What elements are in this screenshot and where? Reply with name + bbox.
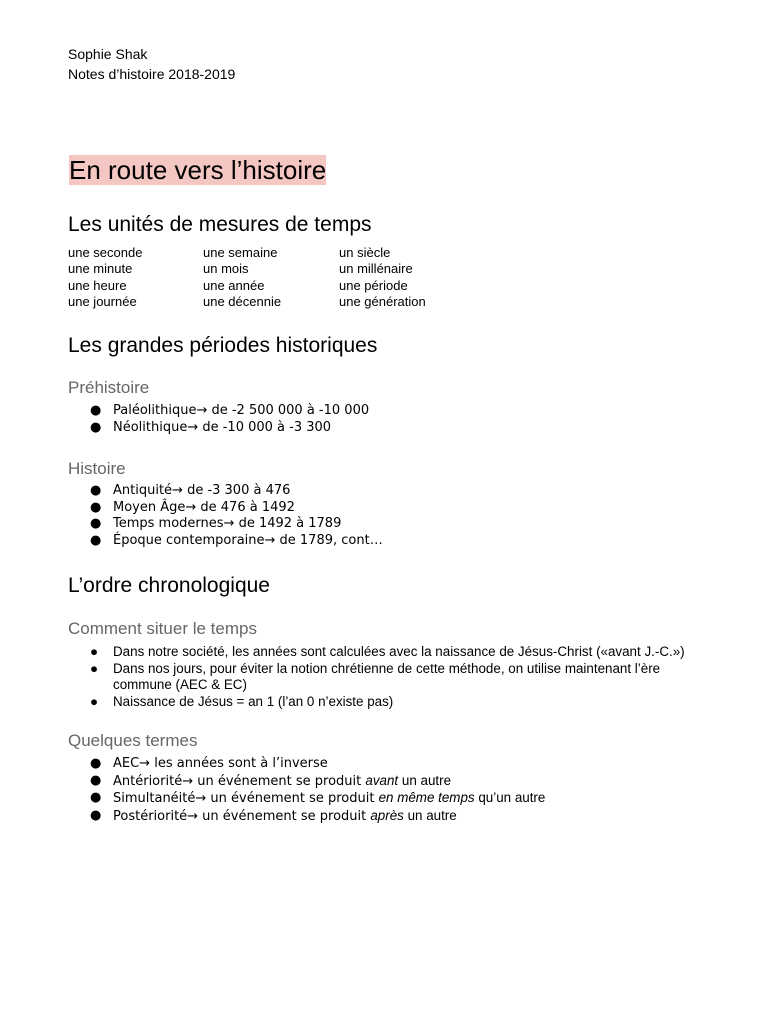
unit-item: une seconde <box>68 245 143 260</box>
list-item-text: Néolithique→ de -10 000 à -3 300 <box>113 419 332 435</box>
author-name: Sophie Shak <box>68 46 148 62</box>
unit-item: une année <box>203 277 265 293</box>
title-wrap <box>68 155 327 185</box>
prehistoire-heading: Préhistoire <box>68 378 150 397</box>
unit-item: une journée <box>68 293 137 309</box>
list-item-text: Naissance de Jésus = an 1 (l’an 0 n’existe pas) <box>113 693 394 709</box>
unit-item: un mois <box>203 261 249 277</box>
list-item <box>68 790 708 808</box>
list-item-emphasis: avant <box>365 772 399 788</box>
bullet-icon: ● <box>90 419 102 435</box>
list-item <box>68 661 713 694</box>
unit-item: un millénaire <box>339 261 413 277</box>
list-item <box>68 420 708 437</box>
units-heading: Les unités de mesures de temps <box>68 213 372 236</box>
units-column-1 <box>68 245 203 310</box>
chronology-heading: L’ordre chronologique <box>68 574 270 597</box>
list-item-emphasis: après <box>370 807 404 823</box>
document-title <box>68 155 327 185</box>
list-item-text: Postériorité→ un événement se produit <box>113 808 371 824</box>
list-item <box>68 403 708 420</box>
list-item-text: Temps modernes→ de 1492 à 1789 <box>113 516 342 531</box>
bullet-icon: ● <box>90 693 99 709</box>
document-title-highlight: En route vers l’histoire <box>69 155 327 185</box>
unit-item: une décennie <box>203 293 282 309</box>
bullet-icon: ● <box>90 516 102 531</box>
list-item-text: Dans nos jours, pour éviter la notion chrétienne de cette méthode, on utilise maintenant l’ère commune (AEC & EC) <box>113 660 661 692</box>
list-item <box>68 533 708 550</box>
bullet-icon: ● <box>90 403 102 418</box>
list-item-text: Antériorité→ un événement se produit <box>113 773 366 789</box>
bullet-icon: ● <box>90 532 102 548</box>
list-item-text: AEC→ les années sont à l’inverse <box>113 756 328 771</box>
list-item-text: Dans notre société, les années sont calculées avec la naissance de Jésus-Christ («avant J.-C.») <box>113 644 685 659</box>
list-item-text: Moyen Âge→ de 476 à 1492 <box>113 499 295 515</box>
termes-list <box>68 756 708 825</box>
list-item-emphasis: en même temps <box>378 790 475 805</box>
units-column-2 <box>203 245 338 310</box>
unit-item: une minute <box>68 261 133 277</box>
bullet-icon: ● <box>90 483 102 498</box>
list-item <box>68 694 708 711</box>
list-item <box>68 500 708 517</box>
unit-item: une période <box>339 277 408 293</box>
list-item-text: Simultanéité→ un événement se produit <box>113 791 379 806</box>
list-item <box>68 773 708 791</box>
notes-subtitle: Notes d’histoire 2018-2019 <box>68 66 236 82</box>
unit-item: un siècle <box>339 245 391 260</box>
units-column-3 <box>339 245 474 310</box>
periods-heading: Les grandes périodes historiques <box>68 334 378 357</box>
bullet-icon: ● <box>90 644 99 659</box>
list-item-text: Antiquité→ de -3 300 à 476 <box>113 483 291 498</box>
bullet-icon: ● <box>90 790 102 805</box>
bullet-icon: ● <box>90 807 102 823</box>
list-item-text: un autre <box>398 772 452 788</box>
bullet-icon: ● <box>90 756 102 771</box>
list-item-text: un autre <box>403 807 457 823</box>
list-item-text: Époque contemporaine→ de 1789, cont… <box>113 532 383 548</box>
termes-heading: Quelques termes <box>68 731 198 750</box>
list-item <box>68 644 708 661</box>
list-item <box>68 808 708 826</box>
situer-list <box>68 644 708 710</box>
histoire-list <box>68 483 708 549</box>
unit-item: une semaine <box>203 245 278 260</box>
bullet-icon: ● <box>90 499 102 515</box>
list-item-text: qu’un autre <box>474 790 546 805</box>
list-item-text: Paléolithique→ de -2 500 000 à -10 000 <box>113 403 370 418</box>
prehistoire-list <box>68 403 708 436</box>
histoire-heading: Histoire <box>68 459 126 478</box>
bullet-icon: ● <box>90 772 102 788</box>
situer-heading: Comment situer le temps <box>68 619 257 638</box>
bullet-icon: ● <box>90 660 99 676</box>
list-item <box>68 483 708 500</box>
unit-item: une génération <box>339 293 426 309</box>
list-item <box>68 756 708 773</box>
list-item <box>68 516 708 533</box>
unit-item: une heure <box>68 277 127 293</box>
